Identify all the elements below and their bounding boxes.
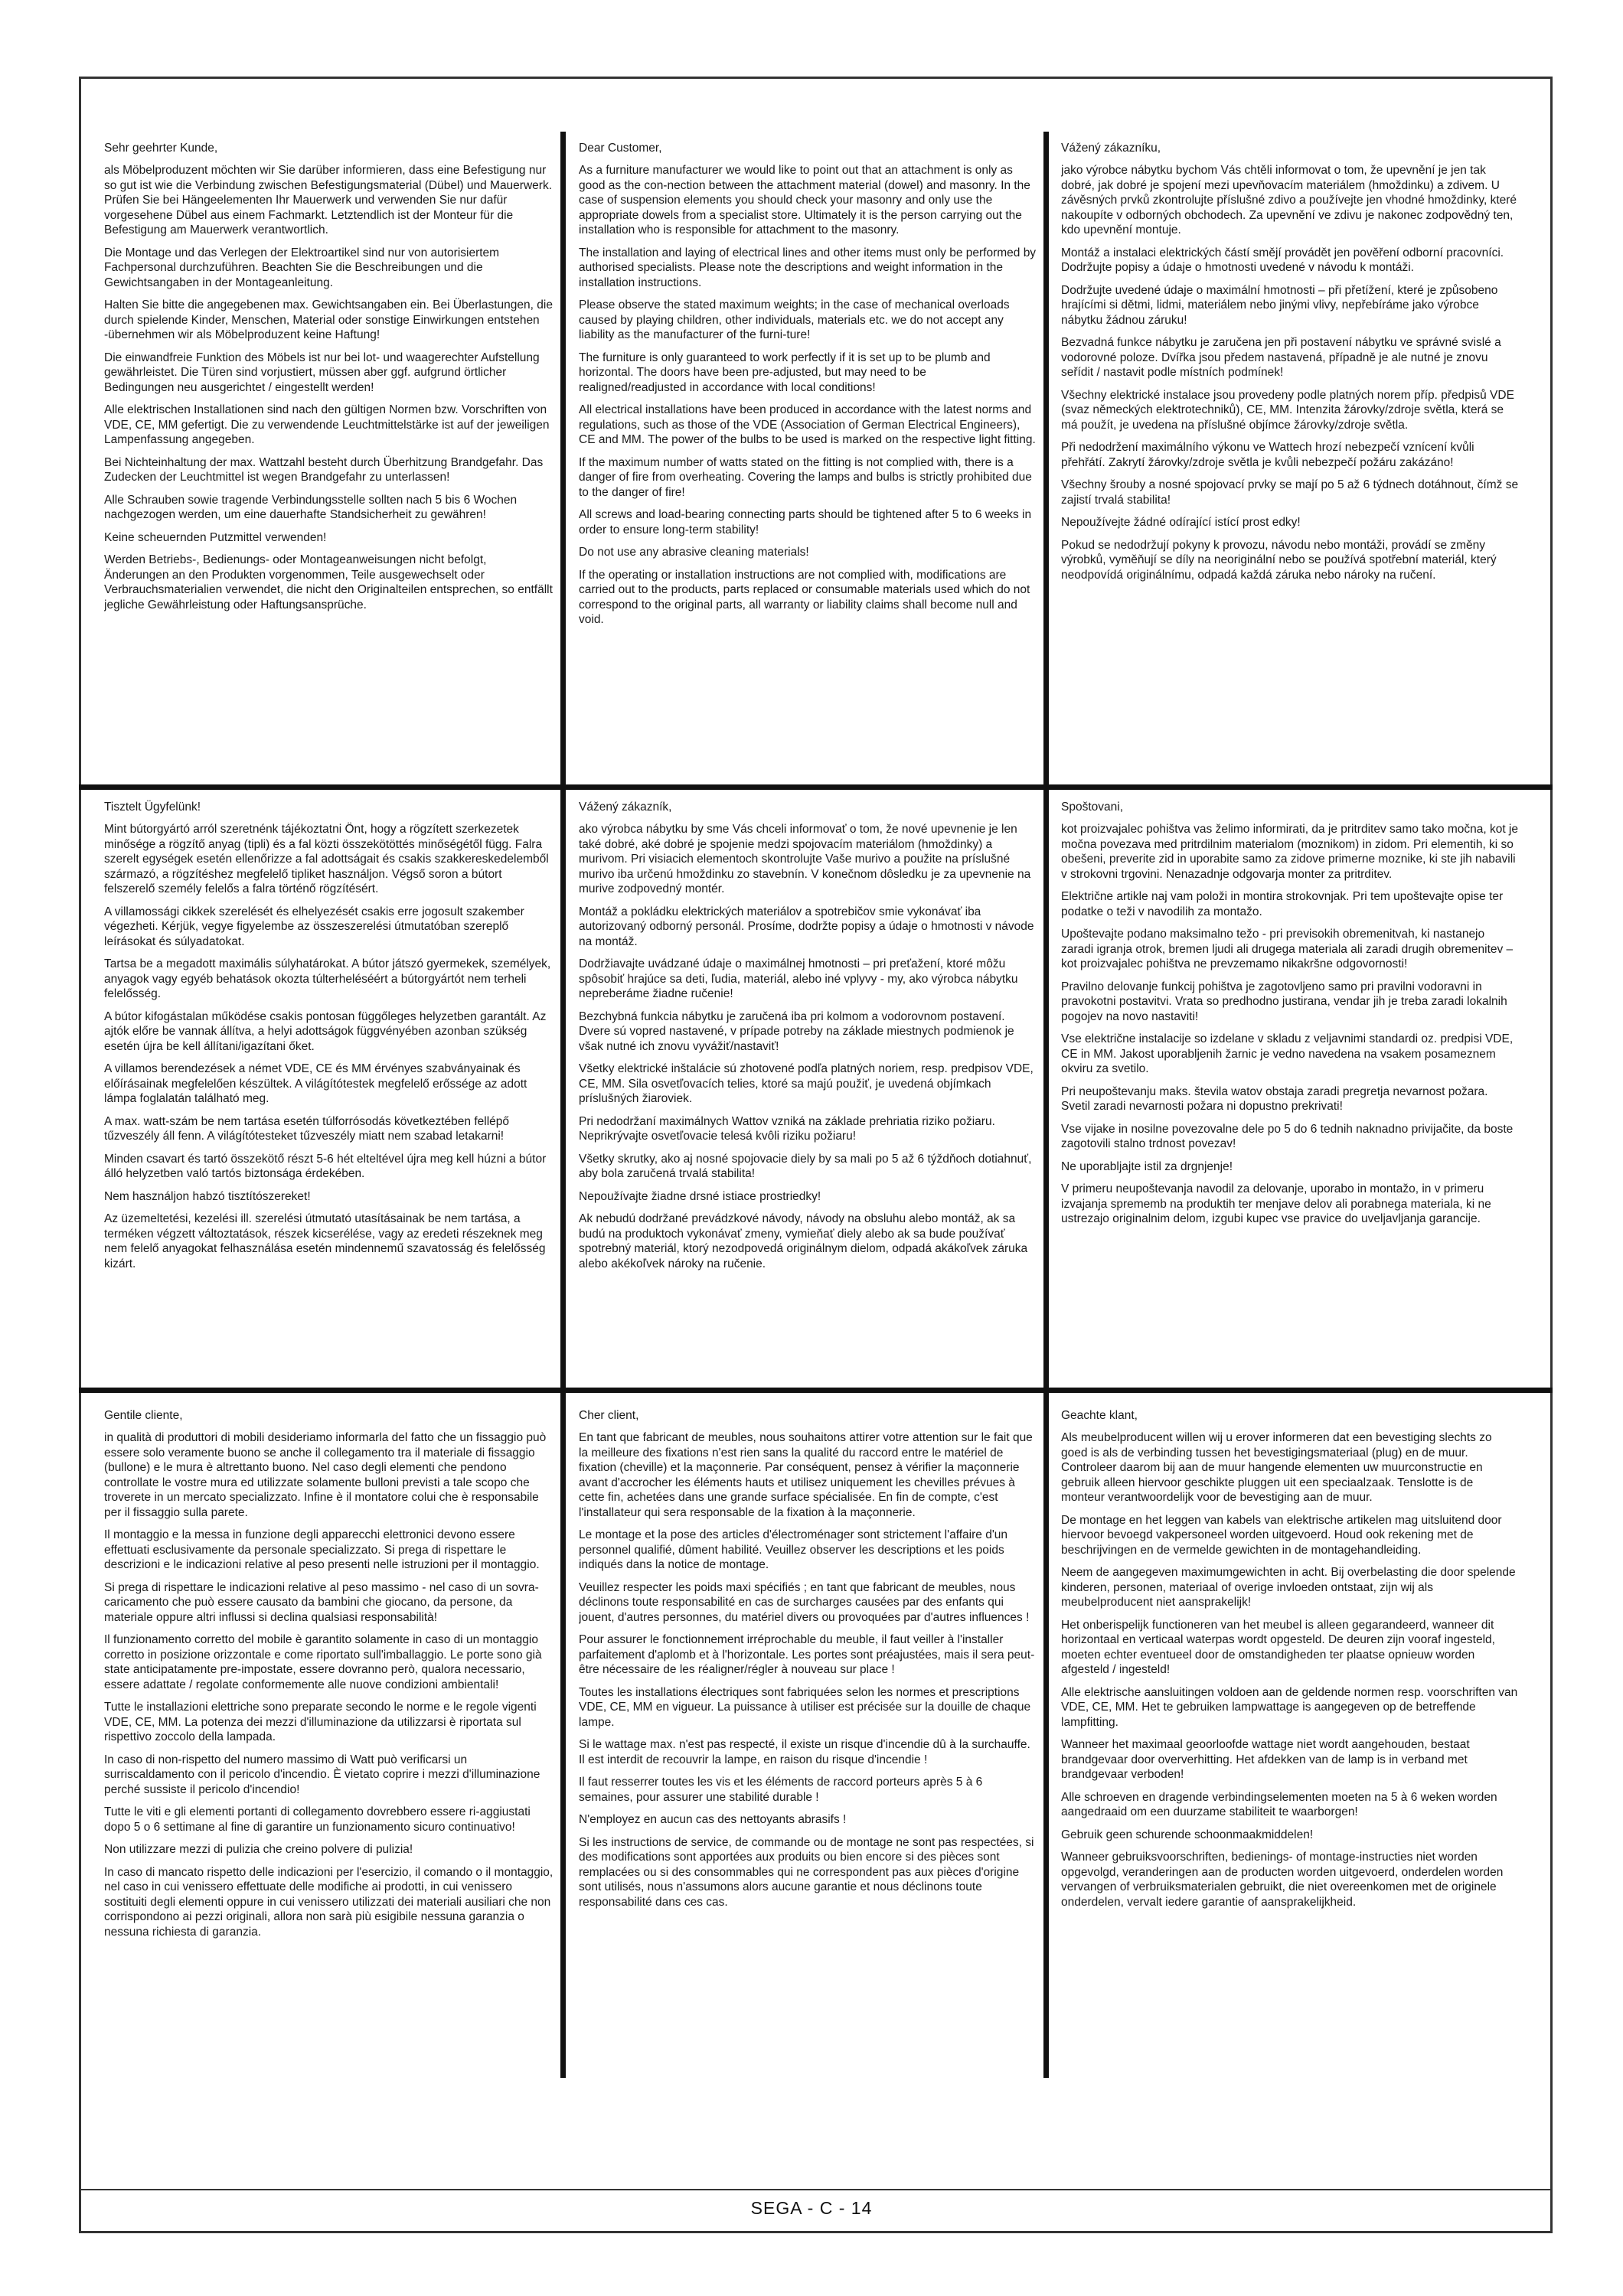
section-paragraph: Halten Sie bitte die angegebenen max. Gewichtsangaben ein. Bei Überlastungen, die durch spielende Kinder, Menschen, Material oder sonstige Einwirkungen entstehen -übernehmen wir als Möbelproduzent keine Haftung! [104, 298, 553, 341]
column-divider-2 [1043, 132, 1049, 2078]
section-paragraph: Mint bútorgyártó arról szeretnénk tájékoztatni Önt, hogy a rögzített szerkezetek minősége a rögzítő anyag (tipli) és a fal közti összekötöttés minőségétől függ. Falra szerelt egységek esetén ellenőrizze a fal adottságait és csakis szakkereskedelemből származó, a rögzítéshez megfelelő tipliket használjon. Végső soron a bútort felszerelő személy felelős a falra történő rögzítésért. [104, 823, 549, 895]
section-paragraph: Montáž a pokládku elektrických materiálov a spotrebičov smie vykonávať iba autorizovaný odborný personál. Prosíme, dodržte popisy a údaje o hmotnosti v návode na montáž. [579, 905, 1034, 948]
section-paragraph: Pri neupoštevanju maks. števila watov obstaja zaradi pregretja nevarnost požara. Svetil zaradi nevarnosti požara ni dopustno prekrivati! [1061, 1084, 1488, 1113]
section-paragraph: Alle elektrischen Installationen sind nach den gültigen Normen bzw. Vorschriften von VDE, CE, MM gefertigt. Die zu verwendende Leuchtmittelstärke ist auf der jeweiligen Lampenfassung angegeben. [104, 403, 550, 446]
section-greeting: Vážený zákazník, [579, 801, 672, 814]
section-paragraph: Upoštevajte podano maksimalno težo - pri previsokih obremenitvah, ki nastanejo zaradi igranja otrok, bremen ljudi ali drugega materiala ali zaradi drugih obremenitev – kot proizvajalec pohištva ne prevzemamo nikakršne odgovornosti! [1061, 928, 1514, 970]
section-paragraph: Vse električne instalacije so izdelane v skladu z veljavnimi standardi oz. predpisi VDE, CE in MM. Jakost uporabljenih žarnic je vedno navedena na vsakem posameznem okviru za svetilo. [1061, 1032, 1514, 1075]
section-body [579, 1430, 1037, 1910]
section-paragraph: Keine scheuernden Putzmittel verwenden! [104, 530, 327, 544]
section-paragraph: Dodržiavajte uvádzané údaje o maximálnej hmotnosti – pri preťažení, ktoré môžu spôsobiť hrajúce sa deti, ľudia, materiál, alebo iné vplyvy - my, ako výrobca nábytku nepreberáme žiadne ručenie! [579, 957, 1018, 1000]
section-slovenian [1061, 800, 1519, 1383]
section-body [1061, 163, 1519, 582]
section-paragraph: in qualità di produttori di mobili desideriamo informarla del fatto che un fissaggio può essere solo veramente buono se anche il collegamento tra il materiale di fissaggio (bullone) e le mura è altrettanto buono. Nel caso degli elementi che pendono controllate le vostre mura ed utilizzate solamente bulloni previsti a tale scopo che troverete in un mercato specializzato. Infine è il montatore colui che è responsabile per il fissaggio sulla parete. [104, 1431, 547, 1519]
section-greeting: Tisztelt Ügyfelünk! [104, 801, 201, 814]
section-greeting: Vážený zákazníku, [1061, 142, 1161, 155]
section-greeting: Cher client, [579, 1409, 639, 1422]
section-paragraph: Wanneer het maximaal geoorloofde wattage niet wordt aangehouden, bestaat brandgevaar door oververhitting. Het afdekken van de lamp is in verband met brandgevaar verboden! [1061, 1738, 1470, 1781]
section-paragraph: Vse vijake in nosilne povezovalne dele po 5 do 6 tednih naknadno privijačite, da boste zagotovili stalno trdnost povezav! [1061, 1122, 1514, 1150]
section-paragraph: De montage en het leggen van kabels van elektrische artikelen mag uitsluitend door hiervoor bevoegd vakpersoneel worden uitgevoerd. Houd ook rekening met de beschrijvingen en de vermelde gewichten in de montagehandleiding. [1061, 1513, 1502, 1557]
section-paragraph: Alle Schrauben sowie tragende Verbindungsstelle sollten nach 5 bis 6 Wochen nachgezogen werden, um eine dauerhafte Standsicherheit zu gewähren! [104, 493, 518, 521]
section-body [1061, 1430, 1519, 1910]
section-paragraph: Werden Betriebs-, Bedienungs- oder Montageanweisungen nicht befolgt, Änderungen an den Produkten vorgenommen, Teile ausgewechselt oder Verbrauchsmaterialien verwendet, die nicht den Originalteilen entsprechen, so entfällt jegliche Gewährleistung oder Haftungsansprüche. [104, 553, 553, 612]
section-paragraph: Električne artikle naj vam položi in montira strokovnjak. Pri tem upoštevajte opise ter podatke o teži v navodilih za montažo. [1061, 890, 1504, 918]
section-czech [1061, 141, 1519, 781]
section-paragraph: Nepoužívejte žádné odírající istící prost edky! [1061, 516, 1301, 529]
section-paragraph: Veuillez respecter les poids maxi spécifiés ; en tant que fabricant de meubles, nous déclinons toute responsabilité en cas de surcharges causées par des enfants qui jouent, d'autres personnes, du matériel divers ou provoquées par d'autres influences ! [579, 1580, 1030, 1624]
section-paragraph: All screws and load-bearing connecting parts should be tightened after 5 to 6 weeks in order to ensure long-term stability! [579, 508, 1032, 536]
section-paragraph: Pour assurer le fonctionnement irréprochable du meuble, il faut veiller à l'installer parfaitement d'aplomb et à l'horizontale. Les portes sont préajustées, mais il sera peut-être nécessaire de les réaligner/régler à nouveau sur place ! [579, 1633, 1035, 1676]
section-paragraph: kot proizvajalec pohištva vas želimo informirati, da je pritrditev samo tako močna, kot je močna povezava med pritrdilnim materialom (moznikom) in zidom. Pri elementih, ki so obešeni, preverite zid in uporabite samo za zidove primerne moznike, ki ste jih nabavili v strokovni trgovini. Nenazadnje odgovarja monter za pritrditev. [1061, 823, 1518, 881]
section-paragraph: Nepoužívajte žiadne drsné istiace prostriedky! [579, 1189, 821, 1203]
section-paragraph: Neem de aangegeven maximumgewichten in acht. Bij overbelasting die door spelende kinderen, personen, materiaal of overige invloeden ontstaat, zijn wij als meubelproducent niet aansprakelijk! [1061, 1566, 1516, 1609]
section-paragraph: jako výrobce nábytku bychom Vás chtěli informovat o tom, že upevnění je jen tak dobré, jak dobré je spojení mezi upevňovacím materiálem (hmoždinku) a zdivem. U závěsných prvků zkontrolujte příslušné zdivo a používejte jen vhodné hmoždinky, které nakoupíte v odborných obchodech. Za upevnění ve zdivu je nakonec zodpovědný ten, kdo upevnění montuje. [1061, 164, 1517, 236]
section-paragraph: Všetky skrutky, ako aj nosné spojovacie diely by sa mali po 5 až 6 týždňoch dotiahnuť, aby bola zaručená trvalá stabilita! [579, 1152, 1032, 1180]
section-dutch [1061, 1408, 1519, 2074]
section-paragraph: Si le wattage max. n'est pas respecté, il existe un risque d'incendie dû à la surchauffe. Il est interdit de recouvrir la lampe, en raison du risque d'incendie ! [579, 1738, 1030, 1766]
section-paragraph: Tartsa be a megadott maximális súlyhatárokat. A bútor játszó gyermekek, személyek, anyagok vagy egyéb behatások okozta túlterheléséért a bútorgyártót nem terheli felelősség. [104, 957, 551, 1000]
section-paragraph: Ak nebudú dodržané prevádzkové návody, návody na obsluhu alebo montáž, ak sa budú na produktoch vykonávať zmeny, vymieňať diely alebo ak sa bude používať spotrebný materiál, ktorý nezodpovedá originálnym dielom, odpadá akákoľvek záruka alebo akékoľvek nároky na ručenie. [579, 1212, 1028, 1270]
section-body [1061, 822, 1519, 1227]
section-paragraph: Il faut resserrer toutes les vis et les éléments de raccord porteurs après 5 à 6 semaines, pour assurer une stabilité durable ! [579, 1776, 983, 1804]
footer-rule [79, 2189, 1553, 2190]
section-paragraph: If the maximum number of watts stated on the fitting is not complied with, there is a danger of fire from overheating. Covering the lamps and bulbs is strictly prohibited due to the danger of fire! [579, 455, 1032, 499]
row-divider-2 [79, 1388, 1553, 1393]
section-paragraph: Pri nedodržaní maximálnych Wattov vzniká na základe prehriatia riziko požiaru. Neprikrývajte osvetľovacie telesá kvôli riziku požiaru! [579, 1114, 995, 1143]
section-paragraph: Montáž a instalaci elektrických částí smějí provádět jen pověření odborní pracovníci. Dodržujte popisy a údaje o hmotnosti uvedené v návodu k montáži. [1061, 246, 1504, 274]
section-french [579, 1408, 1037, 2074]
section-greeting: Spoštovani, [1061, 801, 1123, 814]
section-body [579, 163, 1037, 628]
section-body [104, 163, 554, 612]
section-paragraph: Tutte le installazioni elettriche sono preparate secondo le norme e le regole vigenti VDE, CE, MM. La potenza dei mezzi d'illuminazione da utilizzarsi è riportata sul rispettivo zoccolo della lampada. [104, 1701, 537, 1743]
section-slovak [579, 800, 1037, 1383]
section-paragraph: Bei Nichteinhaltung der max. Wattzahl besteht durch Überhitzung Brandgefahr. Das Zudecken der Leuchtmittel ist wegen Brandgefahr zu unterlassen! [104, 455, 544, 484]
section-paragraph: Dodržujte uvedené údaje o maximální hmotnosti – při přetížení, které je způsobeno hrajícími si dětmi, lidmi, materiálem nebo jinými vlivy, nepřebíráme jako výrobce nábytku žádnou záruku! [1061, 283, 1498, 327]
column-divider-1 [560, 132, 566, 2078]
section-paragraph: Do not use any abrasive cleaning materials! [579, 546, 809, 559]
page-footer-label: SEGA - C - 14 [750, 2198, 873, 2218]
section-paragraph: A max. watt-szám be nem tartása esetén túlforrósodás következtében fellépő tűzveszély áll fenn. A világítótesteket tűzveszély miatt nem szabad letakarni! [104, 1114, 509, 1143]
section-paragraph: Minden csavart és tartó összekötő részt 5-6 hét elteltével újra meg kell húzni a bútor álló helyzetben való tartós biztonsága érdekében. [104, 1152, 547, 1180]
section-paragraph: Toutes les installations électriques sont fabriquées selon les normes et prescriptions VDE, CE, MM en vigueur. La puissance à utiliser est précisée sur la douille de chaque lampe. [579, 1685, 1031, 1729]
section-paragraph: Die Montage und das Verlegen der Elektroartikel sind nur von autorisiertem Fachpersonal durchzuführen. Beachten Sie die Beschreibungen und die Gewichtsangaben in der Montageanleitung. [104, 246, 500, 289]
section-paragraph: V primeru neupoštevanja navodil za delovanje, uporabo in montažo, in v primeru izvajanja sprememb na produktih ter menjave delov ali porabnega materiala, ki ne ustrezajo originalnim delom, izgubi kupec vse pravice do uveljavljanja garancije. [1061, 1182, 1491, 1225]
section-italian [104, 1408, 554, 2074]
section-paragraph: En tant que fabricant de meubles, nous souhaitons attirer votre attention sur le fait que la meilleure des fixations n'est rien sans la qualité du raccord entre le matériel de fixation (cheville) et la maçonnerie. Par conséquent, pensez à vérifier la maçonnerie avant d'accrocher les éléments hauts et utilisez uniquement les chevilles prévues à cette fin, achetées dans une grande surface spécialisée. En fin de compte, c'est l'installateur qui sera responsable de la fixation à la maçonnerie. [579, 1431, 1033, 1519]
section-paragraph: Si les instructions de service, de commande ou de montage ne sont pas respectées, si des modifications sont apportées aux produits ou bien encore si des pièces sont remplacées ou si des consommables qui ne correspondent pas aux pièces d'origine sont utilisés, nous n'assumons alors aucune garantie et nous déclinons toute responsabilité dans ces cas. [579, 1835, 1034, 1909]
section-paragraph: Pokud se nedodržují pokyny k provozu, návodu nebo montáži, provádí se změny výrobků, vyměňují se díly na neoriginální nebo se používá spotřební materiál, který neodpovídá originálnímu, odpadá každá záruka nebo nároky na ručení. [1061, 538, 1497, 582]
section-paragraph: Il montaggio e la messa in funzione degli apparecchi elettronici devono essere effettuati esclusivamente da personale specializzato. Si prega di rispettare le descrizioni e le indicazioni relative al peso presenti nelle istruzioni per il montaggio. [104, 1528, 540, 1571]
section-paragraph: If the operating or installation instructions are not complied with, modifications are carried out to the products, parts replaced or consumable materials used which do not correspond to the original parts, all warranty or liability claims shall become null and void. [579, 568, 1030, 626]
section-paragraph: Alle schroeven en dragende verbindingselementen moeten na 5 à 6 weken worden aangedraaid om een duurzame stabiliteit te waarborgen! [1061, 1790, 1497, 1818]
section-paragraph: Ne uporabljajte istil za drgnjenje! [1061, 1159, 1233, 1173]
section-body [104, 822, 554, 1271]
section-paragraph: N'employez en aucun cas des nettoyants abrasifs ! [579, 1813, 847, 1826]
section-paragraph: Všechny elektrické instalace jsou provedeny podle platných norem příp. předpisů VDE (svaz německých elektrotechniků), CE, MM. Intenzita žárovky/zdroje světla, která se má použít, je uvedena na příslušné objímce žárovky/zdroje světla. [1061, 388, 1514, 432]
section-paragraph: Bezchybná funkcia nábytku je zaručená iba pri kolmom a vodorovnom postavení. Dvere sú vopred nastavené, v prípade potreby na základe miestnych podmienok je však nutné ich znovu vyvážiť/nastaviť! [579, 1009, 1014, 1053]
section-paragraph: Bezvadná funkce nábytku je zaručena jen při postavení nábytku ve správné svislé a vodorovné poloze. Dvířka jsou předem nastavená, případně je ale nutné je znovu seřídit / nastavit podle místních podmínek! [1061, 336, 1501, 379]
section-paragraph: Als meubelproducent willen wij u erover informeren dat een bevestiging slechts zo goed is als de verbinding tussen het bevestigingsmateriaal (plug) en de muur. Controleer daarom bij aan de muur hangende elementen uw muurconstructie en gebruik alleen hiervoor geschikte pluggen uit een speciaalzaak. Tenslotte is de monteur verantwoordelijk voor de bevestiging aan de muur. [1061, 1431, 1492, 1504]
section-paragraph: Die einwandfreie Funktion des Möbels ist nur bei lot- und waagerechter Aufstellung gewährleistet. Die Türen sind vorjustiert, müssen aber ggf. aufgrund örtlicher Bedingungen neu ausgerichtet / eingestellt werden! [104, 351, 540, 394]
section-paragraph: Please observe the stated maximum weights; in the case of mechanical overloads caused by playing children, other individuals, materials etc. we do not accept any liability as the manufacturer of the furni-ture! [579, 298, 1010, 341]
section-body [579, 822, 1037, 1271]
section-greeting: Sehr geehrter Kunde, [104, 142, 218, 155]
section-paragraph: The furniture is only guaranteed to work perfectly if it is set up to be plumb and horizontal. The doors have been pre-adjusted, but may need to be realigned/readjusted in accordance with local conditions! [579, 351, 991, 394]
section-greeting: Dear Customer, [579, 142, 662, 155]
section-paragraph: Het onberispelijk functioneren van het meubel is alleen gegarandeerd, wanneer dit horizontaal en verticaal waterpas wordt opgesteld. De deuren zijn vooraf ingesteld, moeten echter eventueel door de omstandigheden ter plaatse opnieuw worden afgesteld / ingesteld! [1061, 1618, 1495, 1676]
section-hungarian [104, 800, 554, 1383]
section-paragraph: A villamos berendezések a német VDE, CE és MM érvényes szabványainak és előírásainak megfelelően készültek. A világítótestek megfelelő erőssége az adott lámpa foglalatán található meg. [104, 1062, 527, 1105]
section-paragraph: Le montage et la pose des articles d'électroménager sont strictement l'affaire d'un personnel qualifié, dûment habilité. Veuillez observer les descriptions et les poids indiqués dans la notice de montage. [579, 1528, 1008, 1571]
section-paragraph: als Möbelproduzent möchten wir Sie darüber informieren, dass eine Befestigung nur so gut ist wie die Verbindung zwischen Befestigungsmaterial (Dübel) und Mauerwerk. Prüfen Sie bei Hängeelementen Ihr Mauerwerk und verwenden Sie nur dafür vorgesehene Dübel aus einem Fachmarkt. Letztendlich ist der Monteur für die Befestigung am Mauerwerk verantwortlich. [104, 164, 552, 236]
section-paragraph: In caso di non-rispetto del numero massimo di Watt può verificarsi un surriscaldamento con il pericolo d'incendio. È vietato coprire i mezzi d'illuminazione perché sussiste il pericolo d'incendio! [104, 1753, 540, 1796]
section-paragraph: Tutte le viti e gli elementi portanti di collegamento dovrebbero essere ri-aggiustati dopo 5 o 6 settimane al fine di garantire un funzionamento sicuro continuativo! [104, 1805, 531, 1834]
section-paragraph: Non utilizzare mezzi di pulizia che creino polvere di pulizia! [104, 1843, 413, 1856]
section-greeting: Gentile cliente, [104, 1409, 183, 1422]
section-english [579, 141, 1037, 781]
section-paragraph: Alle elektrische aansluitingen voldoen aan de geldende normen resp. voorschriften van VDE, CE, MM. Het te gebruiken lampwattage is aangegeven op de betreffende lampfitting. [1061, 1685, 1518, 1729]
section-paragraph: Si prega di rispettare le indicazioni relative al peso massimo - nel caso di un sovra-caricamento che può essere causato da bambini che giocano, da persone, da materiale oppure altri influssi si declina qualsiasi responsabilità! [104, 1580, 539, 1624]
row-divider-1 [79, 784, 1553, 790]
section-paragraph: ako výrobca nábytku by sme Vás chceli informovať o tom, že nové upevnenie je len také dobré, aké dobré je spojenie medzi spojovacím materiálom (hmoždinky) a murivom. Pri visiacich elementoch skontrolujte Vaše murivo a použite na príslušné murivo iba určenú hmoždinku zo stavebnín. V konečnom dôsledku je za upevnenie na murive zodpovedný montér. [579, 823, 1031, 895]
section-paragraph: Všechny šrouby a nosné spojovací prvky se mají po 5 až 6 týdnech dotáhnout, čímž se zajistí trvalá stabilita! [1061, 478, 1519, 507]
section-paragraph: Wanneer gebruiksvoorschriften, bedienings- of montage-instructies niet worden opgevolgd, veranderingen aan de producten worden uitgevoerd, onderdelen worden vervangen of verbruiksmaterialen gebruikt, die niet overeenkomen met de originele onderdelen, vervalt iedere garantie of aansprakelijkheid. [1061, 1851, 1504, 1909]
section-body [104, 1430, 554, 1939]
section-paragraph: Il funzionamento corretto del mobile è garantito solamente in caso di un montaggio corretto in posizione orizzontale e come riportato sull'imballaggio. Le porte sono già state anticipatamente pre-impostate, essere dovranno però, qualora necessario, essere adattate / regolate conformemente alle nuove condizioni ambientali! [104, 1633, 542, 1691]
section-paragraph: Při nedodržení maximálního výkonu ve Wattech hrozí nebezpečí vznícení kvůli přehřátí. Zakrytí žárovky/zdroje světla je kvůli nebezpečí požáru zakázáno! [1061, 441, 1474, 469]
section-german [104, 141, 554, 781]
section-paragraph: Az üzemeltetési, kezelési ill. szerelési útmutató utasításainak be nem tartása, a terméken végzett változtatások, részek kicserélése, vagy az eredeti részeknek meg nem felelő anyagokat felhasználása esetén mindennemű szavatosság és felelősség kizárt. [104, 1212, 546, 1270]
section-paragraph: As a furniture manufacturer we would like to point out that an attachment is only as good as the con-nection between the attachment material (dowel) and masonry. In the case of suspension elements you should check your masonry and only use the appropriate dowels from a specialist store. Ultimately it is the person carrying out the installation who is responsible for attachment to the masonry. [579, 164, 1030, 236]
section-paragraph: A bútor kifogástalan működése csakis pontosan függőleges helyzetben garantált. Az ajtók előre be vannak állítva, a helyi adottságok függvényében azonban szükség esetén újra be kell állítani/igazítani őket. [104, 1009, 547, 1053]
section-paragraph: Všetky elektrické inštalácie sú zhotovené podľa platných noriem, resp. predpisov VDE, CE, MM. Sila osvetľovacích telies, ktoré sa majú použiť, je uvedená objímkach príslušných žiaroviek. [579, 1062, 1034, 1105]
section-paragraph: All electrical installations have been produced in accordance with the latest norms and regulations, such as those of the VDE (Association of German Electrical Engineers), CE and MM. The power of the bulbs to be used is marked on the respective light fitting. [579, 403, 1036, 446]
section-paragraph: Nem használjon habzó tisztítószereket! [104, 1189, 311, 1203]
section-greeting: Geachte klant, [1061, 1409, 1138, 1422]
section-paragraph: Pravilno delovanje funkcij pohištva je zagotovljeno samo pri pravilni vodoravni in pravokotni postavitvi. Vrata so predhodno justirana, vendar jih je treba zaradi lokalnih pogojev na novo nastaviti! [1061, 980, 1507, 1023]
section-paragraph: In caso di mancato rispetto delle indicazioni per l'esercizio, il comando o il montaggio, nel caso in cui venissero effettuate delle modifiche ai prodotti, in cui venissero sostituiti degli elementi oppure in cui venissero utilizzati dei materiali ausiliari che non corrispondono ai pezzi originali, allora non sarà più esigibile nessuna garanzia o nessuna richiesta di garanzia. [104, 1865, 554, 1939]
section-paragraph: The installation and laying of electrical lines and other items must only be performed by authorised specialists. Please note the descriptions and weight information in the installation instructions. [579, 246, 1037, 289]
section-paragraph: Gebruik geen schurende schoonmaakmiddelen! [1061, 1828, 1314, 1841]
section-paragraph: A villamossági cikkek szerelését és elhelyezését csakis erre jogosult szakember végezheti. Kérjük, vegye figyelembe az összeszerelési útmutatóban szereplő leírásokat és súlyadatokat. [104, 905, 524, 948]
